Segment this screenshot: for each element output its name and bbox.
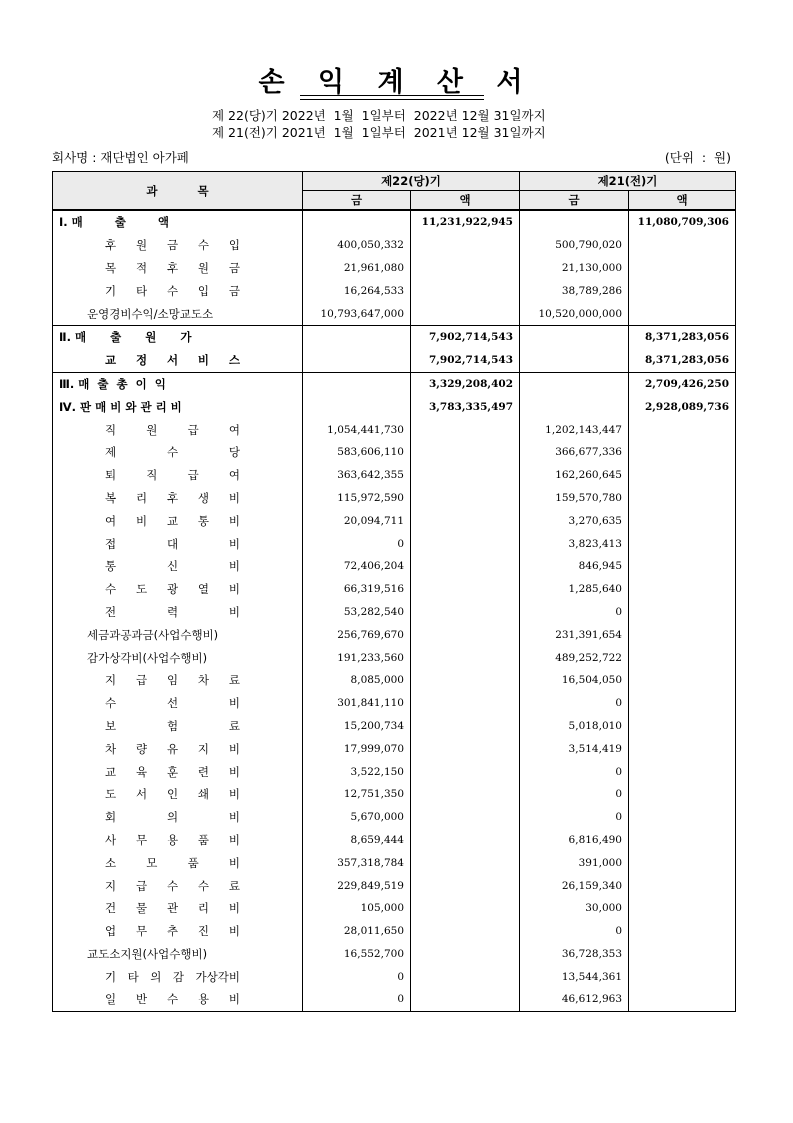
- account-name: [53, 601, 303, 624]
- prior-total-cell: [629, 441, 736, 464]
- account-label: 건 물 관 리 비: [105, 901, 240, 916]
- prior-total-cell: [629, 760, 736, 783]
- account-name: [53, 578, 303, 601]
- prior-subtotal-cell: 6,816,490: [520, 829, 629, 852]
- account-label: 수 선 비: [105, 696, 240, 711]
- prior-subtotal-cell: 13,544,361: [520, 965, 629, 988]
- title-underline: [300, 95, 484, 96]
- current-subtotal-cell: 8,085,000: [303, 669, 411, 692]
- table-row: [53, 760, 736, 783]
- table-row: [53, 965, 736, 988]
- company-name: 회사명 : 재단법인 아가페: [52, 150, 189, 165]
- account-name: [53, 418, 303, 441]
- current-total-cell: [411, 874, 520, 897]
- table-row: [53, 464, 736, 487]
- account-name: [53, 646, 303, 669]
- account-label: Ⅳ. 판 매 비 와 관 리 비: [59, 399, 182, 414]
- table-row: [53, 487, 736, 510]
- account-label: 복 리 후 생 비: [105, 490, 240, 505]
- table-row: [53, 806, 736, 829]
- current-subtotal-cell: 17,999,070: [303, 737, 411, 760]
- table-row: [53, 210, 736, 234]
- account-label: Ⅰ. 매 출 액: [59, 215, 170, 230]
- current-subtotal-cell: [303, 395, 411, 418]
- prior-total-cell: [629, 874, 736, 897]
- table-row: [53, 601, 736, 624]
- prior-total-cell: [629, 257, 736, 280]
- table-row: [53, 234, 736, 257]
- prior-subtotal-cell: 3,270,635: [520, 509, 629, 532]
- current-subtotal-cell: 53,282,540: [303, 601, 411, 624]
- prior-total-cell: [629, 783, 736, 806]
- account-name: [53, 760, 303, 783]
- current-total-cell: [411, 760, 520, 783]
- current-subtotal-cell: 21,961,080: [303, 257, 411, 280]
- current-total-cell: [411, 737, 520, 760]
- prior-total-cell: [629, 234, 736, 257]
- current-total-cell: [411, 532, 520, 555]
- prior-subtotal-cell: 30,000: [520, 897, 629, 920]
- prior-subtotal-cell: 159,570,780: [520, 487, 629, 510]
- account-name: [53, 897, 303, 920]
- account-name: [53, 737, 303, 760]
- current-total-cell: [411, 897, 520, 920]
- current-subtotal-cell: [303, 372, 411, 395]
- current-subtotal-cell: 0: [303, 532, 411, 555]
- account-label: 지 급 수 수 료: [105, 878, 240, 893]
- prior-subtotal-cell: 0: [520, 760, 629, 783]
- prior-total-cell: [629, 851, 736, 874]
- current-subtotal-cell: 20,094,711: [303, 509, 411, 532]
- current-total-cell: [411, 920, 520, 943]
- current-total-cell: [411, 487, 520, 510]
- account-name: [53, 715, 303, 738]
- table-row: [53, 555, 736, 578]
- prior-subtotal-cell: [520, 325, 629, 348]
- prior-total-cell: [629, 715, 736, 738]
- account-name: [53, 806, 303, 829]
- current-total-cell: 7,902,714,543: [411, 325, 520, 348]
- current-subtotal-cell: [303, 325, 411, 348]
- prior-subtotal-cell: 1,285,640: [520, 578, 629, 601]
- current-subtotal-cell: 16,552,700: [303, 943, 411, 966]
- current-total-cell: 3,329,208,402: [411, 372, 520, 395]
- current-subtotal-cell: 66,319,516: [303, 578, 411, 601]
- table-row: [53, 418, 736, 441]
- prior-total-cell: 2,928,089,736: [629, 395, 736, 418]
- table-row: [53, 302, 736, 325]
- account-name: [53, 395, 303, 418]
- table-row: [53, 943, 736, 966]
- period-current: 제 22(당)기 2022년 1월 1일부터 2022년 12월 31일까지: [212, 108, 546, 123]
- account-label: 수 도 광 열 비: [105, 582, 240, 597]
- prior-total-cell: [629, 646, 736, 669]
- prior-subtotal-cell: 26,159,340: [520, 874, 629, 897]
- prior-total-cell: [629, 692, 736, 715]
- current-subtotal-cell: 0: [303, 988, 411, 1011]
- current-total-cell: [411, 692, 520, 715]
- account-label: 사 무 용 품 비: [105, 832, 240, 847]
- current-total-cell: [411, 715, 520, 738]
- table-row: [53, 920, 736, 943]
- current-total-cell: [411, 829, 520, 852]
- current-total-cell: [411, 646, 520, 669]
- account-label: 후 원 금 수 입: [105, 238, 240, 253]
- current-subtotal-cell: 8,659,444: [303, 829, 411, 852]
- current-subtotal-cell: [303, 210, 411, 234]
- account-label: 교 육 훈 련 비: [105, 764, 240, 779]
- current-total-cell: [411, 257, 520, 280]
- account-name: [53, 783, 303, 806]
- current-subtotal-cell: 72,406,204: [303, 555, 411, 578]
- account-name: [53, 372, 303, 395]
- current-total-cell: [411, 851, 520, 874]
- account-name: [53, 279, 303, 302]
- current-total-cell: [411, 509, 520, 532]
- prior-total-cell: [629, 555, 736, 578]
- table-row: [53, 349, 736, 372]
- table-row: [53, 279, 736, 302]
- current-subtotal-cell: 28,011,650: [303, 920, 411, 943]
- account-name: [53, 692, 303, 715]
- account-label: 접 대 비: [105, 536, 240, 551]
- prior-subtotal-cell: 0: [520, 920, 629, 943]
- prior-total-cell: [629, 601, 736, 624]
- header-account: 과 목: [53, 172, 303, 211]
- table-row: [53, 325, 736, 348]
- current-total-cell: [411, 418, 520, 441]
- account-name: [53, 555, 303, 578]
- current-total-cell: [411, 441, 520, 464]
- table-row: [53, 715, 736, 738]
- current-total-cell: [411, 669, 520, 692]
- prior-total-cell: [629, 897, 736, 920]
- prior-subtotal-cell: 0: [520, 692, 629, 715]
- prior-total-cell: [629, 279, 736, 302]
- prior-subtotal-cell: [520, 395, 629, 418]
- prior-subtotal-cell: [520, 349, 629, 372]
- prior-subtotal-cell: 46,612,963: [520, 988, 629, 1011]
- prior-total-cell: [629, 509, 736, 532]
- current-total-cell: [411, 965, 520, 988]
- account-label: Ⅱ. 매 출 원 가: [59, 330, 192, 345]
- account-label: 제 수 당: [105, 445, 240, 460]
- account-name: [53, 234, 303, 257]
- prior-total-cell: [629, 418, 736, 441]
- account-name: [53, 464, 303, 487]
- current-subtotal-cell: 256,769,670: [303, 623, 411, 646]
- prior-total-cell: [629, 943, 736, 966]
- prior-subtotal-cell: 0: [520, 806, 629, 829]
- prior-subtotal-cell: 0: [520, 601, 629, 624]
- account-label: 지 급 임 차 료: [105, 673, 240, 688]
- table-row: [53, 851, 736, 874]
- account-label: 교도소지원(사업수행비): [87, 946, 208, 961]
- prior-subtotal-cell: 10,520,000,000: [520, 302, 629, 325]
- table-row: [53, 441, 736, 464]
- prior-total-cell: [629, 829, 736, 852]
- prior-subtotal-cell: 500,790,020: [520, 234, 629, 257]
- prior-total-cell: [629, 669, 736, 692]
- prior-subtotal-cell: 231,391,654: [520, 623, 629, 646]
- account-name: [53, 669, 303, 692]
- current-total-cell: 3,783,335,497: [411, 395, 520, 418]
- prior-subtotal-cell: 38,789,286: [520, 279, 629, 302]
- current-total-cell: [411, 943, 520, 966]
- table-row: [53, 532, 736, 555]
- table-row: [53, 646, 736, 669]
- prior-total-cell: [629, 578, 736, 601]
- header-current-amount-right: 액: [411, 191, 520, 211]
- account-label: 여 비 교 통 비: [105, 513, 240, 528]
- period-prior: 제 21(전)기 2021년 1월 1일부터 2021년 12월 31일까지: [212, 125, 546, 140]
- current-subtotal-cell: [303, 349, 411, 372]
- current-subtotal-cell: 15,200,734: [303, 715, 411, 738]
- account-label: 감가상각비(사업수행비): [87, 650, 208, 665]
- table-row: [53, 783, 736, 806]
- current-subtotal-cell: 301,841,110: [303, 692, 411, 715]
- account-name: [53, 874, 303, 897]
- prior-subtotal-cell: [520, 210, 629, 234]
- current-total-cell: [411, 555, 520, 578]
- prior-total-cell: 11,080,709,306: [629, 210, 736, 234]
- prior-total-cell: [629, 920, 736, 943]
- header-prior-period: 제21(전)기: [520, 172, 736, 191]
- table-row: [53, 509, 736, 532]
- account-label: 소 모 품 비: [105, 855, 240, 870]
- account-name: [53, 210, 303, 234]
- header-prior-amount-right: 액: [629, 191, 736, 211]
- prior-subtotal-cell: 846,945: [520, 555, 629, 578]
- current-total-cell: 11,231,922,945: [411, 210, 520, 234]
- account-name: [53, 623, 303, 646]
- prior-total-cell: 8,371,283,056: [629, 349, 736, 372]
- current-subtotal-cell: 229,849,519: [303, 874, 411, 897]
- table-row: [53, 737, 736, 760]
- account-label: 통 신 비: [105, 559, 240, 574]
- income-statement-table: [52, 171, 736, 1012]
- account-label: 세금과공과금(사업수행비): [87, 627, 219, 642]
- header-prior-amount-left: 금: [520, 191, 629, 211]
- document-title: 손 익 계 산 서: [258, 67, 535, 98]
- current-total-cell: 7,902,714,543: [411, 349, 520, 372]
- prior-subtotal-cell: 366,677,336: [520, 441, 629, 464]
- table-row: [53, 988, 736, 1011]
- current-subtotal-cell: 10,793,647,000: [303, 302, 411, 325]
- prior-total-cell: [629, 532, 736, 555]
- account-name: [53, 965, 303, 988]
- account-label: 운영경비수익/소망교도소: [87, 306, 214, 321]
- account-name: [53, 487, 303, 510]
- prior-total-cell: [629, 487, 736, 510]
- prior-total-cell: 8,371,283,056: [629, 325, 736, 348]
- header-current-amount-left: 금: [303, 191, 411, 211]
- prior-subtotal-cell: 16,504,050: [520, 669, 629, 692]
- account-label: 교 정 서 비 스: [105, 353, 240, 368]
- account-label: 목 적 후 원 금: [105, 260, 240, 275]
- prior-subtotal-cell: 489,252,722: [520, 646, 629, 669]
- current-total-cell: [411, 302, 520, 325]
- account-label: 도 서 인 쇄 비: [105, 787, 240, 802]
- unit-label: (단위 : 원): [664, 150, 731, 165]
- table-row: [53, 372, 736, 395]
- table-row: [53, 578, 736, 601]
- account-name: [53, 349, 303, 372]
- current-subtotal-cell: 1,054,441,730: [303, 418, 411, 441]
- account-name: [53, 920, 303, 943]
- account-label: 기 타 수 입 금: [105, 283, 240, 298]
- current-subtotal-cell: 357,318,784: [303, 851, 411, 874]
- current-total-cell: [411, 783, 520, 806]
- account-label: 업 무 추 진 비: [105, 924, 240, 939]
- account-name: [53, 325, 303, 348]
- current-subtotal-cell: 105,000: [303, 897, 411, 920]
- account-label: 직 원 급 여: [105, 422, 240, 437]
- current-subtotal-cell: 12,751,350: [303, 783, 411, 806]
- prior-total-cell: [629, 737, 736, 760]
- prior-total-cell: 2,709,426,250: [629, 372, 736, 395]
- table-row: [53, 897, 736, 920]
- current-total-cell: [411, 988, 520, 1011]
- prior-subtotal-cell: 5,018,010: [520, 715, 629, 738]
- prior-total-cell: [629, 302, 736, 325]
- table-row: [53, 874, 736, 897]
- table-row: [53, 623, 736, 646]
- current-total-cell: [411, 623, 520, 646]
- prior-total-cell: [629, 464, 736, 487]
- account-name: [53, 257, 303, 280]
- current-total-cell: [411, 601, 520, 624]
- title-underline-double: [300, 99, 484, 100]
- table-row: [53, 692, 736, 715]
- prior-total-cell: [629, 988, 736, 1011]
- table-row: [53, 257, 736, 280]
- current-subtotal-cell: 400,050,332: [303, 234, 411, 257]
- account-label: 차 량 유 지 비: [105, 741, 240, 756]
- table-row: [53, 395, 736, 418]
- prior-subtotal-cell: 3,514,419: [520, 737, 629, 760]
- prior-subtotal-cell: 3,823,413: [520, 532, 629, 555]
- prior-subtotal-cell: 162,260,645: [520, 464, 629, 487]
- prior-subtotal-cell: 0: [520, 783, 629, 806]
- account-name: [53, 302, 303, 325]
- current-subtotal-cell: 363,642,355: [303, 464, 411, 487]
- current-subtotal-cell: 583,606,110: [303, 441, 411, 464]
- current-total-cell: [411, 806, 520, 829]
- account-label: 일 반 수 용 비: [105, 992, 240, 1007]
- current-total-cell: [411, 234, 520, 257]
- header-current-period: 제22(당)기: [303, 172, 520, 191]
- current-total-cell: [411, 279, 520, 302]
- current-subtotal-cell: 115,972,590: [303, 487, 411, 510]
- account-name: [53, 532, 303, 555]
- account-name: [53, 441, 303, 464]
- account-label: Ⅲ. 매 출 총 이 익: [59, 376, 166, 391]
- current-total-cell: [411, 578, 520, 601]
- prior-subtotal-cell: 21,130,000: [520, 257, 629, 280]
- account-label: 퇴 직 급 여: [105, 468, 240, 483]
- account-label: 회 의 비: [105, 810, 240, 825]
- prior-subtotal-cell: [520, 372, 629, 395]
- account-name: [53, 988, 303, 1011]
- prior-total-cell: [629, 965, 736, 988]
- prior-subtotal-cell: 391,000: [520, 851, 629, 874]
- table-row: [53, 669, 736, 692]
- account-name: [53, 509, 303, 532]
- current-subtotal-cell: 3,522,150: [303, 760, 411, 783]
- prior-subtotal-cell: 36,728,353: [520, 943, 629, 966]
- account-label: 기 타 의 감 가상각비: [105, 969, 240, 984]
- prior-subtotal-cell: 1,202,143,447: [520, 418, 629, 441]
- prior-total-cell: [629, 806, 736, 829]
- prior-total-cell: [629, 623, 736, 646]
- account-name: [53, 943, 303, 966]
- current-subtotal-cell: 0: [303, 965, 411, 988]
- current-total-cell: [411, 464, 520, 487]
- account-name: [53, 851, 303, 874]
- current-subtotal-cell: 5,670,000: [303, 806, 411, 829]
- current-subtotal-cell: 191,233,560: [303, 646, 411, 669]
- account-name: [53, 829, 303, 852]
- account-label: 보 험 료: [105, 718, 240, 733]
- account-label: 전 력 비: [105, 604, 240, 619]
- table-row: [53, 829, 736, 852]
- current-subtotal-cell: 16,264,533: [303, 279, 411, 302]
